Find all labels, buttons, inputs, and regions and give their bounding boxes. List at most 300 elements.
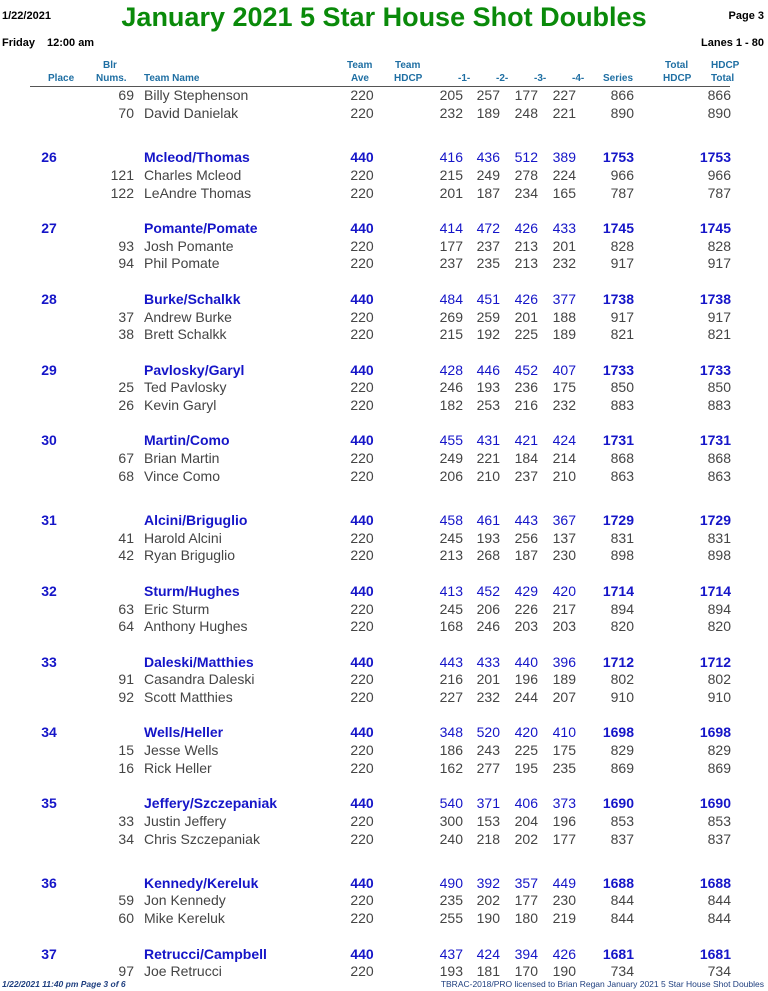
series-score: 831 xyxy=(610,530,634,546)
game-1-score: 216 xyxy=(439,671,463,687)
team-average: 440 xyxy=(350,220,374,236)
player-row xyxy=(0,892,768,910)
game-2-score: 153 xyxy=(476,813,500,829)
bowler-name: Josh Pomante xyxy=(144,238,234,254)
game-4-score: 230 xyxy=(552,547,576,563)
bowler-number: 60 xyxy=(118,910,134,926)
team-average: 440 xyxy=(350,512,374,528)
game-3-score: 426 xyxy=(514,291,538,307)
team-average: 440 xyxy=(350,724,374,740)
team-average: 440 xyxy=(350,149,374,165)
hdcp-total-score: 869 xyxy=(707,760,731,776)
player-row xyxy=(0,397,768,415)
bowler-number: 94 xyxy=(118,255,134,271)
game-4-score: 449 xyxy=(552,875,576,891)
team-name: Wells/Heller xyxy=(144,724,224,740)
team-name: Retrucci/Campbell xyxy=(144,946,267,962)
game-4-score: 175 xyxy=(552,379,576,395)
game-3-score: 187 xyxy=(514,547,538,563)
series-score: 802 xyxy=(610,671,634,687)
bowler-number: 41 xyxy=(118,530,134,546)
bowler-name: Jon Kennedy xyxy=(144,892,226,908)
game-3-score: 196 xyxy=(514,671,538,687)
team-average: 220 xyxy=(350,468,374,484)
game-2-score: 520 xyxy=(476,724,500,740)
series-score: 898 xyxy=(610,547,634,563)
team-average: 220 xyxy=(350,105,374,121)
game-2-score: 452 xyxy=(476,583,500,599)
game-3-score: 256 xyxy=(514,530,538,546)
team-name: Jeffery/Szczepaniak xyxy=(144,795,278,811)
team-row xyxy=(0,149,768,167)
bowler-name: Charles Mcleod xyxy=(144,167,242,183)
col-team-hdcp-bottom: HDCP xyxy=(394,73,423,84)
player-row xyxy=(0,450,768,468)
game-4-score: 188 xyxy=(552,309,576,325)
series-score: 820 xyxy=(610,618,634,634)
col-hdcp-total-top: HDCP xyxy=(711,60,740,71)
game-2-score: 218 xyxy=(476,831,500,847)
game-1-score: 227 xyxy=(439,689,463,705)
team-average: 440 xyxy=(350,291,374,307)
series-score: 1712 xyxy=(602,654,634,670)
hdcp-total-score: 802 xyxy=(707,671,731,687)
hdcp-total-score: 820 xyxy=(707,618,731,634)
team-place: 29 xyxy=(41,362,57,378)
team-average: 220 xyxy=(350,601,374,617)
team-place: 31 xyxy=(41,512,57,528)
series-score: 894 xyxy=(610,601,634,617)
game-1-score: 490 xyxy=(439,875,463,891)
game-3-score: 234 xyxy=(514,185,538,201)
bowler-number: 68 xyxy=(118,468,134,484)
team-average: 220 xyxy=(350,450,374,466)
bowler-number: 37 xyxy=(118,309,134,325)
game-1-score: 182 xyxy=(439,397,463,413)
game-4-score: 373 xyxy=(552,795,576,811)
hdcp-total-score: 787 xyxy=(707,185,731,201)
hdcp-total-score: 734 xyxy=(707,963,731,979)
game-2-score: 431 xyxy=(476,432,500,448)
team-row xyxy=(0,724,768,742)
hdcp-total-score: 1712 xyxy=(699,654,731,670)
bowler-name: Harold Alcini xyxy=(144,530,222,546)
game-4-score: 224 xyxy=(552,167,576,183)
game-3-score: 420 xyxy=(514,724,538,740)
game-4-score: 190 xyxy=(552,963,576,979)
bowler-name: Kevin Garyl xyxy=(144,397,217,413)
game-1-score: 168 xyxy=(439,618,463,634)
game-4-score: 424 xyxy=(552,432,576,448)
team-average: 220 xyxy=(350,397,374,413)
game-1-score: 255 xyxy=(439,910,463,926)
game-3-score: 213 xyxy=(514,255,538,271)
team-name: Sturm/Hughes xyxy=(144,583,240,599)
game-4-score: 175 xyxy=(552,742,576,758)
bowler-name: Ryan Briguglio xyxy=(144,547,236,563)
game-1-score: 437 xyxy=(439,946,463,962)
session-time: 12:00 am xyxy=(47,37,95,49)
col-game-2: -2- xyxy=(496,73,509,84)
session-day: Friday xyxy=(2,37,36,49)
player-row xyxy=(0,185,768,203)
team-place: 27 xyxy=(41,220,57,236)
series-score: 1729 xyxy=(602,512,634,528)
player-row xyxy=(0,255,768,273)
team-average: 220 xyxy=(350,379,374,395)
bowler-name: Brett Schalkk xyxy=(144,326,227,342)
game-2-score: 190 xyxy=(476,910,500,926)
game-1-score: 162 xyxy=(439,760,463,776)
game-3-score: 406 xyxy=(514,795,538,811)
series-score: 1738 xyxy=(602,291,634,307)
game-3-score: 357 xyxy=(514,875,538,891)
bowler-name: Phil Pomate xyxy=(144,255,220,271)
series-score: 850 xyxy=(610,379,634,395)
game-1-score: 414 xyxy=(439,220,463,236)
bowler-number: 16 xyxy=(118,760,134,776)
game-3-score: 213 xyxy=(514,238,538,254)
hdcp-total-score: 828 xyxy=(707,238,731,254)
series-score: 917 xyxy=(610,255,634,271)
player-row xyxy=(0,87,768,105)
game-3-score: 394 xyxy=(514,946,538,962)
game-3-score: 204 xyxy=(514,813,538,829)
game-3-score: 195 xyxy=(514,760,538,776)
game-4-score: 227 xyxy=(552,87,576,103)
game-3-score: 202 xyxy=(514,831,538,847)
hdcp-total-score: 966 xyxy=(707,167,731,183)
game-1-score: 269 xyxy=(439,309,463,325)
series-score: 821 xyxy=(610,326,634,342)
game-1-score: 348 xyxy=(439,724,463,740)
team-row xyxy=(0,362,768,380)
game-1-score: 458 xyxy=(439,512,463,528)
player-row xyxy=(0,468,768,486)
team-average: 440 xyxy=(350,362,374,378)
game-4-score: 235 xyxy=(552,760,576,776)
bowler-number: 33 xyxy=(118,813,134,829)
game-1-score: 177 xyxy=(439,238,463,254)
player-row xyxy=(0,601,768,619)
game-2-score: 189 xyxy=(476,105,500,121)
game-4-score: 189 xyxy=(552,671,576,687)
game-1-score: 213 xyxy=(439,547,463,563)
hdcp-total-score: 1745 xyxy=(699,220,731,236)
game-2-score: 436 xyxy=(476,149,500,165)
team-average: 220 xyxy=(350,671,374,687)
team-average: 220 xyxy=(350,760,374,776)
game-2-score: 206 xyxy=(476,601,500,617)
bowler-name: LeAndre Thomas xyxy=(144,185,252,201)
player-row xyxy=(0,671,768,689)
game-4-score: 367 xyxy=(552,512,576,528)
team-average: 220 xyxy=(350,963,374,979)
game-3-score: 226 xyxy=(514,601,538,617)
team-row xyxy=(0,875,768,893)
hdcp-total-score: 894 xyxy=(707,601,731,617)
team-name: Alcini/Briguglio xyxy=(144,512,248,528)
series-score: 890 xyxy=(610,105,634,121)
game-1-score: 455 xyxy=(439,432,463,448)
game-3-score: 236 xyxy=(514,379,538,395)
game-1-score: 245 xyxy=(439,601,463,617)
report-title: January 2021 5 Star House Shot Doubles xyxy=(121,2,647,32)
game-4-score: 426 xyxy=(552,946,576,962)
hdcp-total-score: 829 xyxy=(707,742,731,758)
game-4-score: 433 xyxy=(552,220,576,236)
team-row xyxy=(0,432,768,450)
game-1-score: 540 xyxy=(439,795,463,811)
game-2-score: 221 xyxy=(476,450,500,466)
hdcp-total-score: 844 xyxy=(707,910,731,926)
game-2-score: 461 xyxy=(476,512,500,528)
game-4-score: 221 xyxy=(552,105,576,121)
team-place: 28 xyxy=(41,291,57,307)
series-score: 837 xyxy=(610,831,634,847)
col-series: Series xyxy=(603,73,634,84)
team-average: 440 xyxy=(350,795,374,811)
game-2-score: 472 xyxy=(476,220,500,236)
player-row xyxy=(0,742,768,760)
game-3-score: 225 xyxy=(514,326,538,342)
series-score: 1745 xyxy=(602,220,634,236)
hdcp-total-score: 853 xyxy=(707,813,731,829)
player-row xyxy=(0,813,768,831)
bowler-name: Ted Pavlosky xyxy=(144,379,227,395)
game-1-score: 428 xyxy=(439,362,463,378)
hdcp-total-score: 1681 xyxy=(699,946,731,962)
game-2-score: 392 xyxy=(476,875,500,891)
game-3-score: 440 xyxy=(514,654,538,670)
bowler-name: Rick Heller xyxy=(144,760,212,776)
col-team-ave-bottom: Ave xyxy=(351,73,369,84)
game-2-score: 210 xyxy=(476,468,500,484)
hdcp-total-score: 866 xyxy=(707,87,731,103)
player-row xyxy=(0,105,768,123)
game-4-score: 217 xyxy=(552,601,576,617)
col-total-hdcp-bottom: HDCP xyxy=(663,73,692,84)
bowler-number: 91 xyxy=(118,671,134,687)
game-1-score: 201 xyxy=(439,185,463,201)
team-average: 440 xyxy=(350,875,374,891)
game-1-score: 193 xyxy=(439,963,463,979)
series-score: 1733 xyxy=(602,362,634,378)
game-1-score: 235 xyxy=(439,892,463,908)
game-4-score: 396 xyxy=(552,654,576,670)
bowler-name: Billy Stephenson xyxy=(144,87,249,103)
series-score: 1688 xyxy=(602,875,634,891)
team-place: 33 xyxy=(41,654,57,670)
game-4-score: 210 xyxy=(552,468,576,484)
game-1-score: 416 xyxy=(439,149,463,165)
series-score: 883 xyxy=(610,397,634,413)
game-3-score: 512 xyxy=(514,149,538,165)
player-row xyxy=(0,910,768,928)
team-name: Kennedy/Kereluk xyxy=(144,875,259,891)
game-4-score: 137 xyxy=(552,530,576,546)
bowler-name: Justin Jeffery xyxy=(144,813,227,829)
team-row xyxy=(0,291,768,309)
team-row xyxy=(0,654,768,672)
team-average: 220 xyxy=(350,238,374,254)
game-3-score: 452 xyxy=(514,362,538,378)
player-row xyxy=(0,379,768,397)
team-average: 220 xyxy=(350,167,374,183)
game-3-score: 216 xyxy=(514,397,538,413)
game-1-score: 206 xyxy=(439,468,463,484)
hdcp-total-score: 890 xyxy=(707,105,731,121)
game-2-score: 181 xyxy=(476,963,500,979)
page-number: Page 3 xyxy=(728,10,764,22)
game-2-score: 249 xyxy=(476,167,500,183)
series-score: 1731 xyxy=(602,432,634,448)
game-4-score: 389 xyxy=(552,149,576,165)
game-3-score: 443 xyxy=(514,512,538,528)
bowler-name: Andrew Burke xyxy=(144,309,232,325)
game-3-score: 177 xyxy=(514,892,538,908)
game-4-score: 230 xyxy=(552,892,576,908)
team-name: Burke/Schalkk xyxy=(144,291,241,307)
game-1-score: 215 xyxy=(439,326,463,342)
game-4-score: 407 xyxy=(552,362,576,378)
game-2-score: 253 xyxy=(476,397,500,413)
bowler-name: Scott Matthies xyxy=(144,689,233,705)
bowler-name: Casandra Daleski xyxy=(144,671,255,687)
col-team-hdcp-top: Team xyxy=(395,60,421,71)
game-1-score: 215 xyxy=(439,167,463,183)
team-average: 220 xyxy=(350,892,374,908)
team-row xyxy=(0,795,768,813)
game-3-score: 184 xyxy=(514,450,538,466)
team-place: 26 xyxy=(41,149,57,165)
bowler-name: Brian Martin xyxy=(144,450,220,466)
bowler-name: Vince Como xyxy=(144,468,221,484)
game-3-score: 248 xyxy=(514,105,538,121)
game-3-score: 177 xyxy=(514,87,538,103)
bowler-name: Anthony Hughes xyxy=(144,618,248,634)
bowler-name: Eric Sturm xyxy=(144,601,210,617)
game-3-score: 421 xyxy=(514,432,538,448)
series-score: 863 xyxy=(610,468,634,484)
game-3-score: 426 xyxy=(514,220,538,236)
series-score: 866 xyxy=(610,87,634,103)
team-row xyxy=(0,220,768,238)
bowler-number: 63 xyxy=(118,601,134,617)
hdcp-total-score: 863 xyxy=(707,468,731,484)
series-score: 734 xyxy=(610,963,634,979)
game-1-score: 443 xyxy=(439,654,463,670)
team-average: 220 xyxy=(350,326,374,342)
player-row xyxy=(0,238,768,256)
game-2-score: 192 xyxy=(476,326,500,342)
bowler-name: Mike Kereluk xyxy=(144,910,225,926)
footer-timestamp: 1/22/2021 11:40 pm Page 3 of 6 xyxy=(2,979,126,989)
game-1-score: 237 xyxy=(439,255,463,271)
series-score: 787 xyxy=(610,185,634,201)
player-row xyxy=(0,689,768,707)
team-place: 30 xyxy=(41,432,57,448)
team-average: 440 xyxy=(350,654,374,670)
hdcp-total-score: 883 xyxy=(707,397,731,413)
col-hdcp-total-bottom: Total xyxy=(711,73,735,84)
team-average: 440 xyxy=(350,946,374,962)
team-place: 34 xyxy=(41,724,57,740)
team-place: 32 xyxy=(41,583,57,599)
team-name: Martin/Como xyxy=(144,432,230,448)
game-4-score: 219 xyxy=(552,910,576,926)
hdcp-total-score: 910 xyxy=(707,689,731,705)
hdcp-total-score: 1731 xyxy=(699,432,731,448)
game-2-score: 193 xyxy=(476,530,500,546)
bowler-name: Joe Retrucci xyxy=(144,963,222,979)
game-4-score: 165 xyxy=(552,185,576,201)
game-4-score: 196 xyxy=(552,813,576,829)
bowler-number: 70 xyxy=(118,105,134,121)
hdcp-total-score: 1738 xyxy=(699,291,731,307)
bowler-number: 93 xyxy=(118,238,134,254)
lanes-range: Lanes 1 - 80 xyxy=(701,37,764,49)
bowler-number: 64 xyxy=(118,618,134,634)
series-score: 844 xyxy=(610,892,634,908)
hdcp-total-score: 1733 xyxy=(699,362,731,378)
game-2-score: 237 xyxy=(476,238,500,254)
team-average: 220 xyxy=(350,309,374,325)
col-total-hdcp-top: Total xyxy=(665,60,689,71)
hdcp-total-score: 850 xyxy=(707,379,731,395)
col-place: Place xyxy=(48,73,75,84)
game-2-score: 246 xyxy=(476,618,500,634)
series-score: 966 xyxy=(610,167,634,183)
game-4-score: 377 xyxy=(552,291,576,307)
hdcp-total-score: 844 xyxy=(707,892,731,908)
bowler-name: David Danielak xyxy=(144,105,239,121)
game-2-score: 451 xyxy=(476,291,500,307)
player-row xyxy=(0,309,768,327)
game-3-score: 429 xyxy=(514,583,538,599)
series-score: 844 xyxy=(610,910,634,926)
game-3-score: 244 xyxy=(514,689,538,705)
team-average: 220 xyxy=(350,530,374,546)
game-2-score: 201 xyxy=(476,671,500,687)
team-place: 36 xyxy=(41,875,57,891)
series-score: 829 xyxy=(610,742,634,758)
game-2-score: 193 xyxy=(476,379,500,395)
bowler-number: 42 xyxy=(118,547,134,563)
game-2-score: 235 xyxy=(476,255,500,271)
team-place: 37 xyxy=(41,946,57,962)
series-score: 1690 xyxy=(602,795,634,811)
game-3-score: 237 xyxy=(514,468,538,484)
bowler-number: 92 xyxy=(118,689,134,705)
hdcp-total-score: 1690 xyxy=(699,795,731,811)
game-1-score: 186 xyxy=(439,742,463,758)
bowler-number: 25 xyxy=(118,379,134,395)
col-blr-bottom: Nums. xyxy=(96,73,127,84)
game-4-score: 189 xyxy=(552,326,576,342)
series-score: 1681 xyxy=(602,946,634,962)
game-2-score: 371 xyxy=(476,795,500,811)
series-score: 828 xyxy=(610,238,634,254)
team-average: 220 xyxy=(350,910,374,926)
game-2-score: 268 xyxy=(476,547,500,563)
team-average: 220 xyxy=(350,547,374,563)
game-3-score: 180 xyxy=(514,910,538,926)
team-average: 220 xyxy=(350,742,374,758)
player-row xyxy=(0,547,768,565)
hdcp-total-score: 898 xyxy=(707,547,731,563)
game-2-score: 257 xyxy=(476,87,500,103)
